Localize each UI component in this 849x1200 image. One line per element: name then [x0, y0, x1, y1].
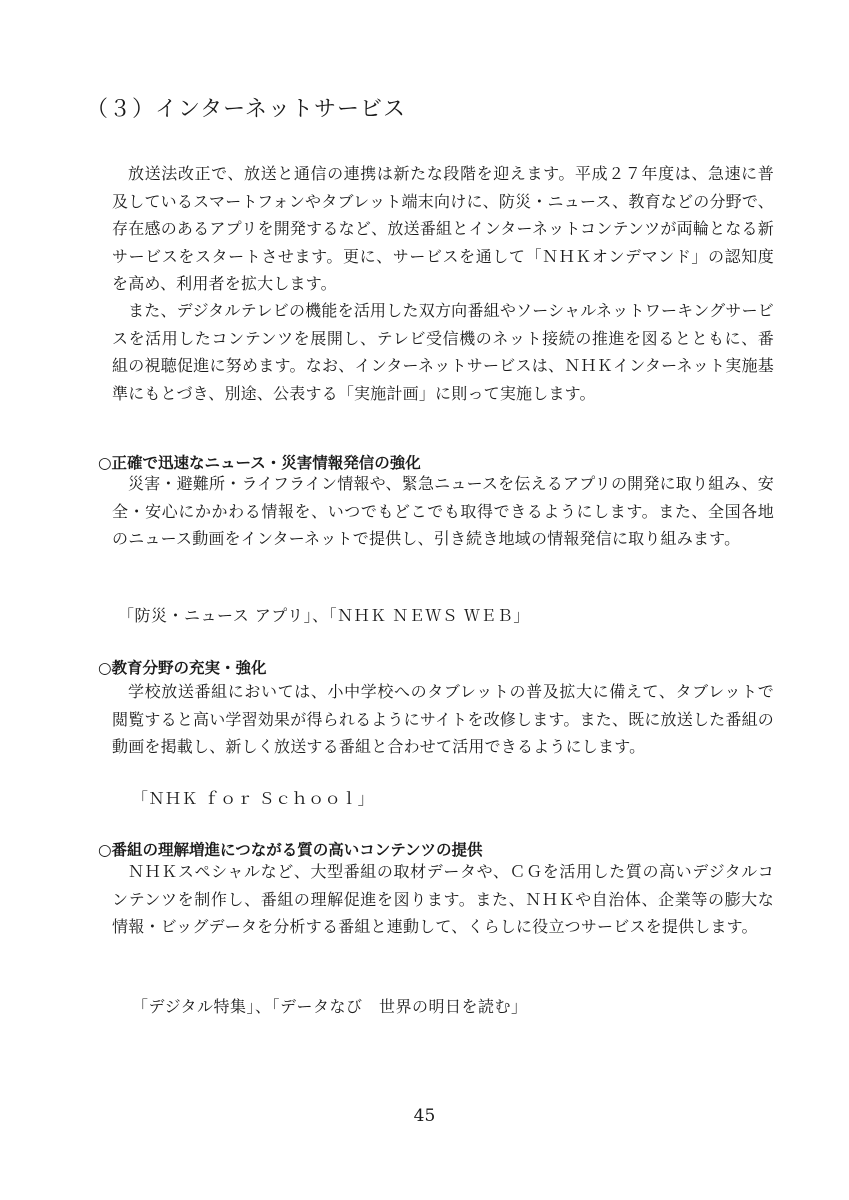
service-names-news: 「防災・ニュース アプリ」、「ＮＨＫ ＮＥＷＳ ＷＥＢ」 — [118, 606, 530, 625]
section-body-education: 学校放送番組においては、小中学校へのタブレットの普及拡大に備えて、タブレットで閲覧すると高い学習効果が得られるようにサイトを改修します。また、既に放送した番組の動画を掲載し、新しく放送する番組と合わせて活用できるようにします。 — [112, 682, 774, 756]
section-body-content: ＮＨＫスペシャルなど、大型番組の取材データや、ＣＧを活用した質の高いデジタルコンテンツを制作し、番組の理解促進を図ります。また、ＮＨＫや自治体、企業等の膨大な情報・ビッグデータを分析する番組と連動して、くらしに役立つサービスを提供します。 — [112, 862, 774, 936]
intro-paragraph-1: 放送法改正で、放送と通信の連携は新たな段階を迎えます。平成２７年度は、急速に普及しているスマートフォンやタブレット端末向けに、防災・ニュース、教育などの分野で、存在感のあるアプリを開発するなど、放送番組とインターネットコンテンツが両輪となる新サービスをスタートさせます。更に、サービスを通して「ＮＨＫオンデマンド」の認知度を高め、利用者を拡大します。 — [112, 164, 774, 293]
intro-paragraph-2: また、デジタルテレビの機能を活用した双方向番組やソーシャルネットワーキングサービスを活用したコンテンツを展開し、テレビ受信機のネット接続の推進を図るとともに、番組の視聴促進に努めます。なお、インターネットサービスは、ＮＨＫインターネット実施基準にもとづき、別途、公表する「実施計画」に則って実施します。 — [112, 301, 774, 403]
service-names-education: 「ＮＨＫ ｆｏｒ Ｓｃｈｏｏｌ」 — [132, 789, 375, 808]
service-names-content: 「デジタル特集」、「データなび 世界の明日を読む」 — [132, 997, 528, 1016]
section-heading-news: ○正確で迅速なニュース・災害情報発信の強化 — [98, 454, 421, 472]
section-heading-education: ○教育分野の充実・強化 — [98, 659, 267, 677]
page-number: 45 — [413, 1106, 436, 1126]
section-title: （３）インターネットサービス — [86, 97, 407, 122]
section-heading-content: ○番組の理解増進につながる質の高いコンテンツの提供 — [98, 841, 483, 859]
section-body-news: 災害・避難所・ライフライン情報や、緊急ニュースを伝えるアプリの開発に取り組み、安全・安心にかかわる情報を、いつでもどこでも取得できるようにします。また、全国各地のニュース動画をインターネットで提供し、引き続き地域の情報発信に取り組みます。 — [112, 474, 774, 548]
